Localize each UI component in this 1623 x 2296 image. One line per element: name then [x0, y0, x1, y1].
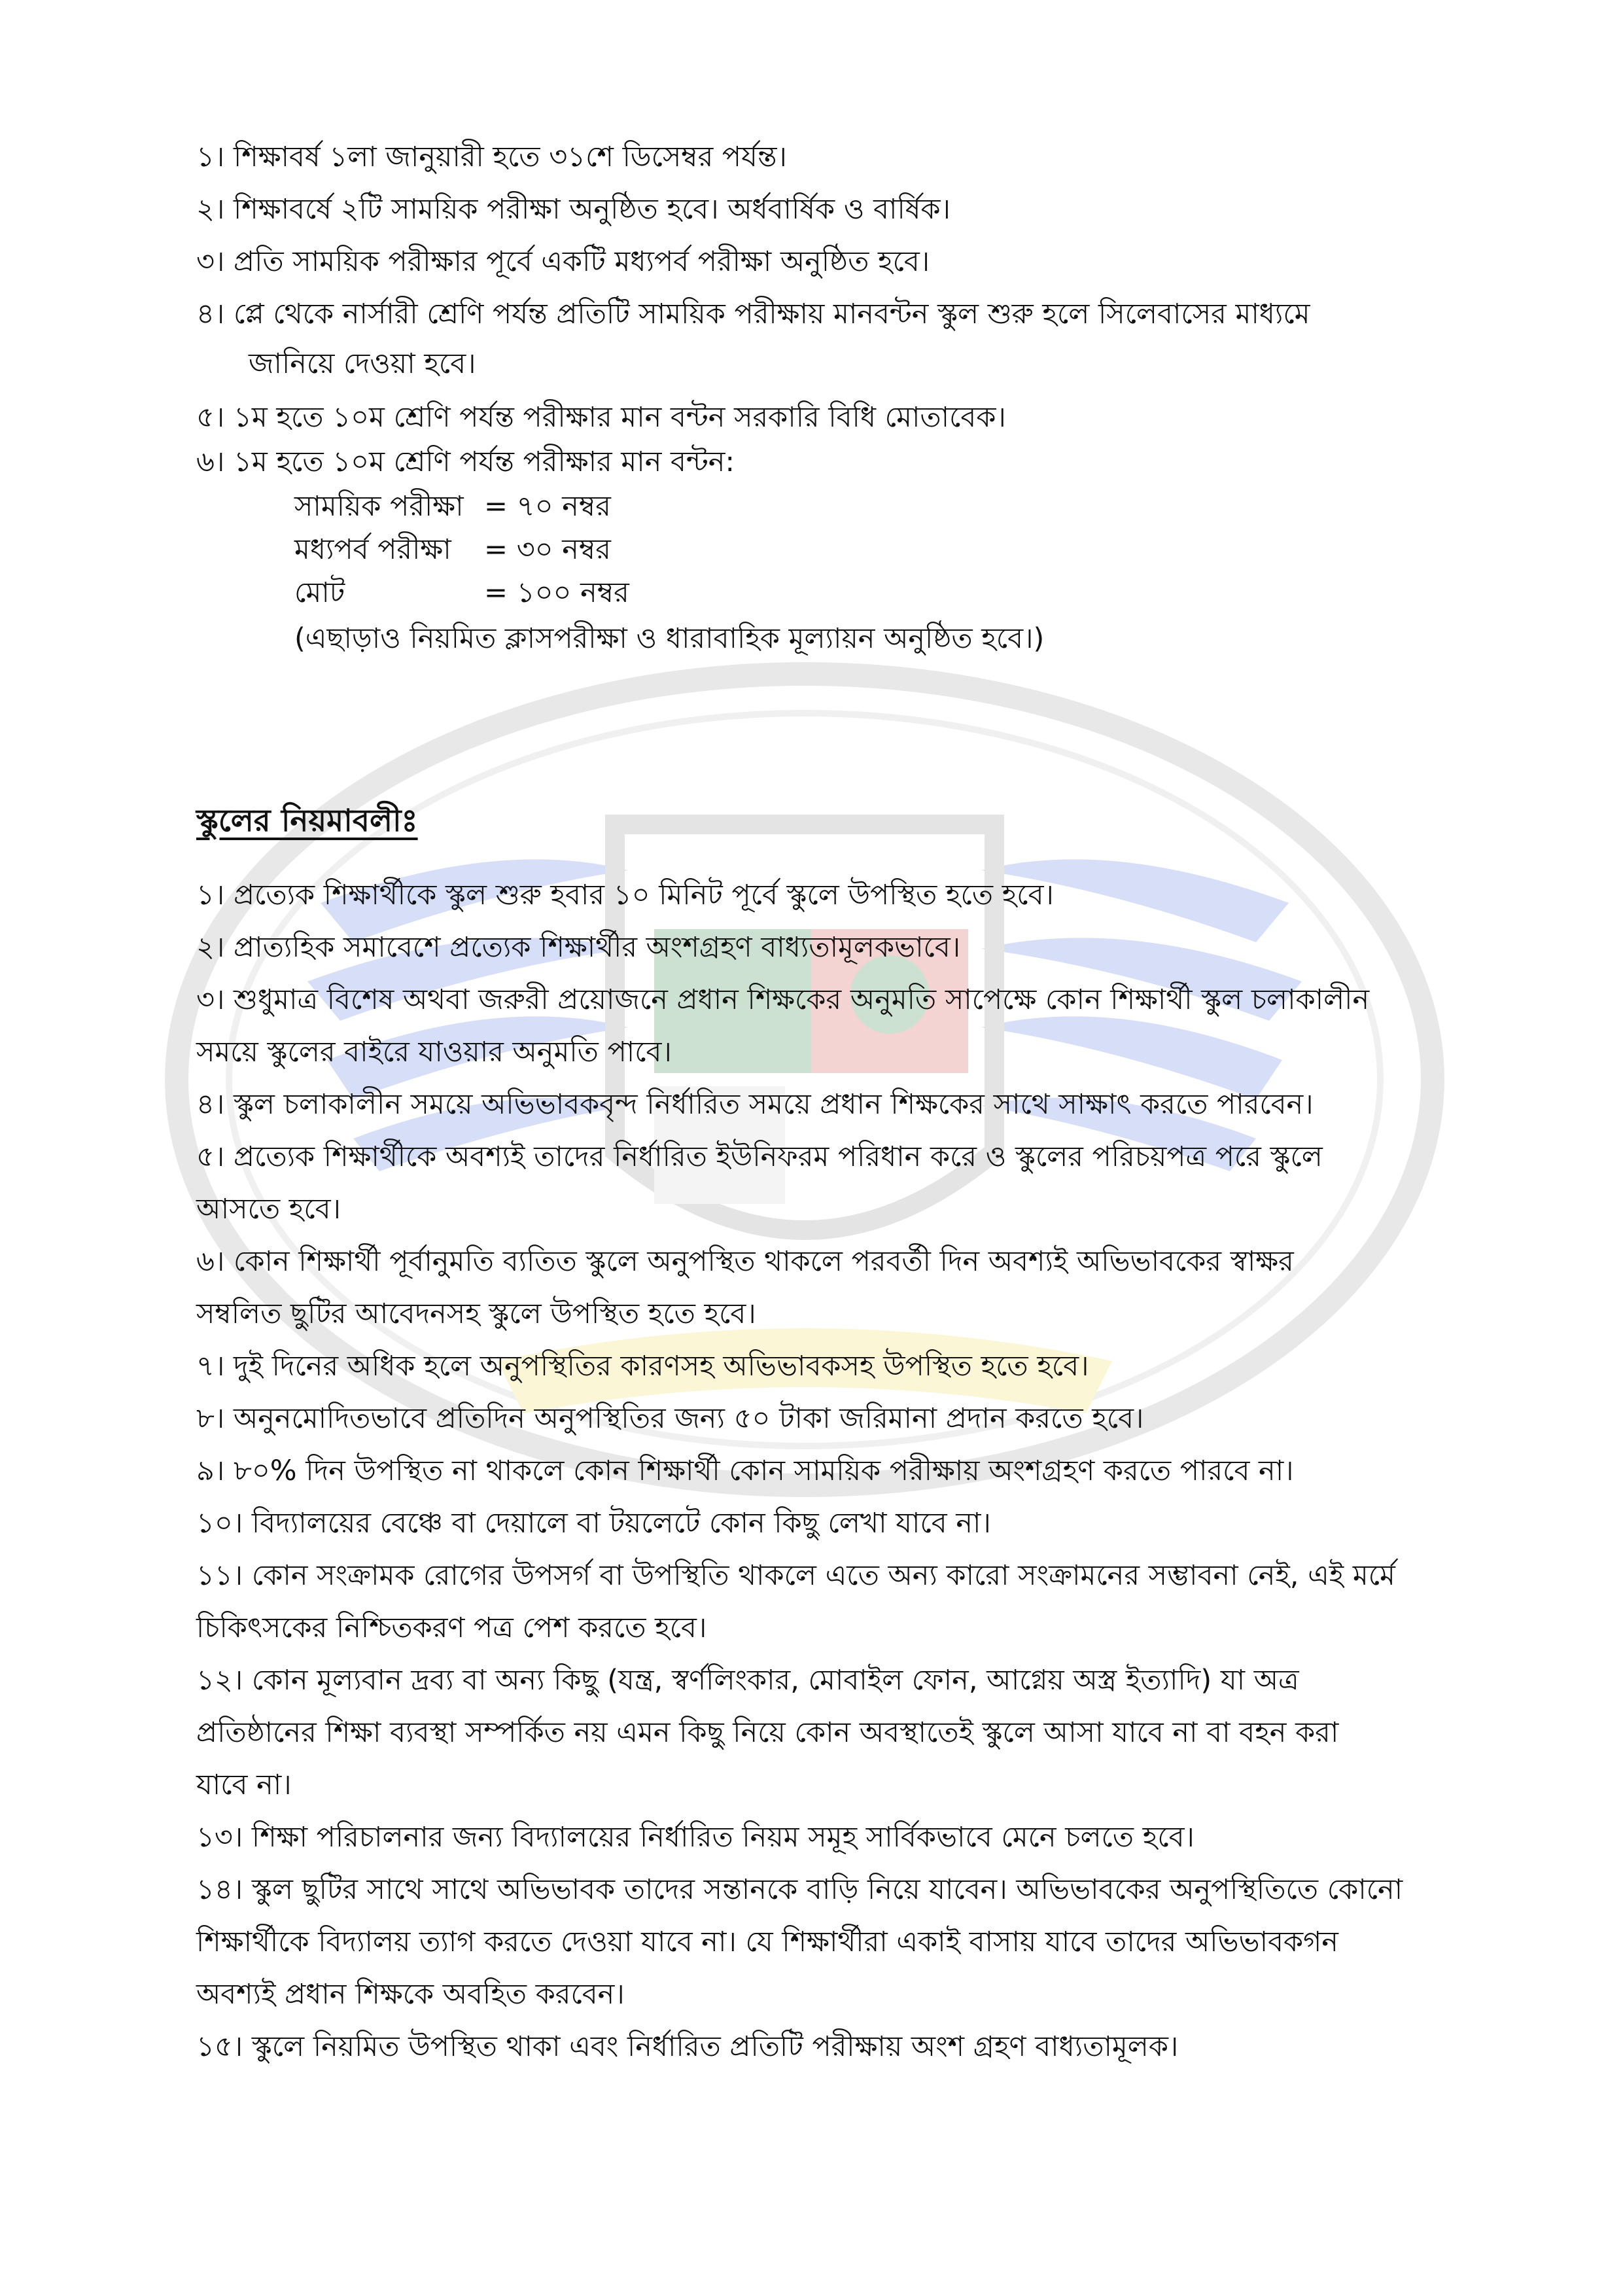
marks-label: মোট — [294, 576, 345, 609]
exam-item-5: ৫। ১ম হতে ১০ম শ্রেণি পর্যন্ত পরীক্ষার মান বন্টন সরকারি বিধি মোতাবেক। — [196, 401, 1006, 434]
rules-heading: স্কুলের নিয়মাবলীঃ — [196, 803, 418, 839]
marks-label: সাময়িক পরীক্ষা — [294, 490, 464, 523]
rule-line: ১০। বিদ্যালয়ের বেঞ্চে বা দেয়ালে বা টয়লেটে কোন কিছু লেখা যাবে না। — [196, 1507, 991, 1540]
exam-item-4-continued: জানিয়ে দেওয়া হবে। — [249, 347, 476, 380]
rule-line: ১৫। স্কুলে নিয়মিত উপস্থিত থাকা এবং নির্ধারিত প্রতিটি পরীক্ষায় অংশ গ্রহণ বাধ্যতামূলক। — [196, 2030, 1179, 2063]
marks-value: = ৭০ নম্বর — [484, 490, 611, 523]
rule-line: ৪। স্কুল চলাকালীন সময়ে অভিভাবকবৃন্দ নির্ধারিত সময়ে প্রধান শিক্ষকের সাথে সাক্ষাৎ করতে পারবেন। — [196, 1088, 1314, 1121]
exam-item-3: ৩। প্রতি সাময়িক পরীক্ষার পূর্বে একটি মধ্যপর্ব পরীক্ষা অনুষ্ঠিত হবে। — [196, 245, 930, 278]
rule-line: যাবে না। — [196, 1769, 292, 1801]
rule-line: সম্বলিত ছুটির আবেদনসহ স্কুলে উপস্থিত হতে হবে। — [196, 1298, 756, 1330]
rule-line: সময়ে স্কুলের বাইরে যাওয়ার অনুমতি পাবে। — [196, 1036, 672, 1069]
rule-line: প্রতিষ্ঠানের শিক্ষা ব্যবস্থা সম্পর্কিত নয় এমন কিছু নিয়ে কোন অবস্থাতেই স্কুলে আসা যাবে না বা বহন করা — [196, 1716, 1339, 1749]
marks-row-midterm-exam — [294, 531, 1550, 568]
rule-line: আসতে হবে। — [196, 1193, 341, 1226]
marks-note: (এছাড়াও নিয়মিত ক্লাসপরীক্ষা ও ধারাবাহিক মূল্যায়ন অনুষ্ঠিত হবে।) — [294, 622, 1045, 655]
marks-value: = ১০০ নম্বর — [484, 576, 629, 609]
rule-line: ৭। দুই দিনের অধিক হলে অনুপস্থিতির কারণসহ অভিভাবকসহ উপস্থিত হতে হবে। — [196, 1350, 1089, 1383]
marks-value: = ৩০ নম্বর — [484, 533, 611, 566]
rule-line: ৮। অনুনমোদিতভাবে প্রতিদিন অনুপস্থিতির জন্য ৫০ টাকা জরিমানা প্রদান করতে হবে। — [196, 1402, 1144, 1435]
rule-line: ১১। কোন সংক্রামক রোগের উপসর্গ বা উপস্থিতি থাকলে এতে অন্য কারো সংক্রামনের সম্ভাবনা নেই, এই মর্মে — [196, 1559, 1395, 1592]
rule-line: ৬। কোন শিক্ষার্থী পূর্বানুমতি ব্যতিত স্কুলে অনুপস্থিত থাকলে পরবর্তী দিন অবশ্যই অভিভাবকের স্বাক্ষর — [196, 1245, 1294, 1278]
rule-line: ১৩। শিক্ষা পরিচালনার জন্য বিদ্যালয়ের নির্ধারিত নিয়ম সমূহ সার্বিকভাবে মেনে চলতে হবে। — [196, 1821, 1195, 1854]
rule-line: ২। প্রাত্যহিক সমাবেশে প্রত্যেক শিক্ষার্থীর অংশগ্রহণ বাধ্যতামূলকভাবে। — [196, 931, 961, 964]
exam-item-1: ১। শিক্ষাবর্ষ ১লা জানুয়ারী হতে ৩১শে ডিসেম্বর পর্যন্ত। — [196, 141, 787, 173]
rule-line: অবশ্যই প্রধান শিক্ষকে অবহিত করবেন। — [196, 1978, 625, 2011]
exam-item-2: ২। শিক্ষাবর্ষে ২টি সাময়িক পরীক্ষা অনুষ্ঠিত হবে। অর্ধবার্ষিক ও বার্ষিক। — [196, 193, 951, 226]
rule-line: ৩। শুধুমাত্র বিশেষ অথবা জরুরী প্রয়োজনে প্রধান শিক্ষকের অনুমতি সাপেক্ষে কোন শিক্ষার্থী স্কুল চলাকালীন — [196, 983, 1370, 1016]
rule-line: ৯। ৮০% দিন উপস্থিত না থাকলে কোন শিক্ষার্থী কোন সাময়িক পরীক্ষায় অংশগ্রহণ করতে পারবে না। — [196, 1455, 1294, 1487]
marks-row-total — [294, 574, 1550, 611]
rule-line: চিকিৎসকের নিশ্চিতকরণ পত্র পেশ করতে হবে। — [196, 1612, 707, 1644]
marks-label: মধ্যপর্ব পরীক্ষা — [294, 533, 451, 566]
marks-row-term-exam — [294, 488, 1550, 525]
rule-line: ১৪। স্কুল ছুটির সাথে সাথে অভিভাবক তাদের সন্তানকে বাড়ি নিয়ে যাবেন। অভিভাবকের অনুপস্থিতিতে কোনো — [196, 1873, 1403, 1906]
exam-item-4: ৪। প্লে থেকে নার্সারী শ্রেণি পর্যন্ত প্রতিটি সাময়িক পরীক্ষায় মানবন্টন স্কুল শুরু হলে সিলেবাসের মাধ্যমে — [196, 298, 1310, 330]
rule-line: ১। প্রত্যেক শিক্ষার্থীকে স্কুল শুরু হবার ১০ মিনিট পূর্বে স্কুলে উপস্থিত হতে হবে। — [196, 879, 1054, 911]
rule-line: ১২। কোন মূল্যবান দ্রব্য বা অন্য কিছু (যন্ত্র, স্বর্ণলিংকার, মোবাইল ফোন, আগ্নেয় অস্ত্র ইত্যাদি) যা অত্র — [196, 1664, 1299, 1697]
exam-item-6: ৬। ১ম হতে ১০ম শ্রেণি পর্যন্ত পরীক্ষার মান বন্টন: — [196, 446, 735, 478]
rule-line: শিক্ষার্থীকে বিদ্যালয় ত্যাগ করতে দেওয়া যাবে না। যে শিক্ষার্থীরা একাই বাসায় যাবে তাদের অভিভাবকগন — [196, 1926, 1338, 1958]
rule-line: ৫। প্রত্যেক শিক্ষার্থীকে অবশ্যই তাদের নির্ধারিত ইউনিফরম পরিধান করে ও স্কুলের পরিচয়পত্র পরে স্কুলে — [196, 1140, 1323, 1173]
